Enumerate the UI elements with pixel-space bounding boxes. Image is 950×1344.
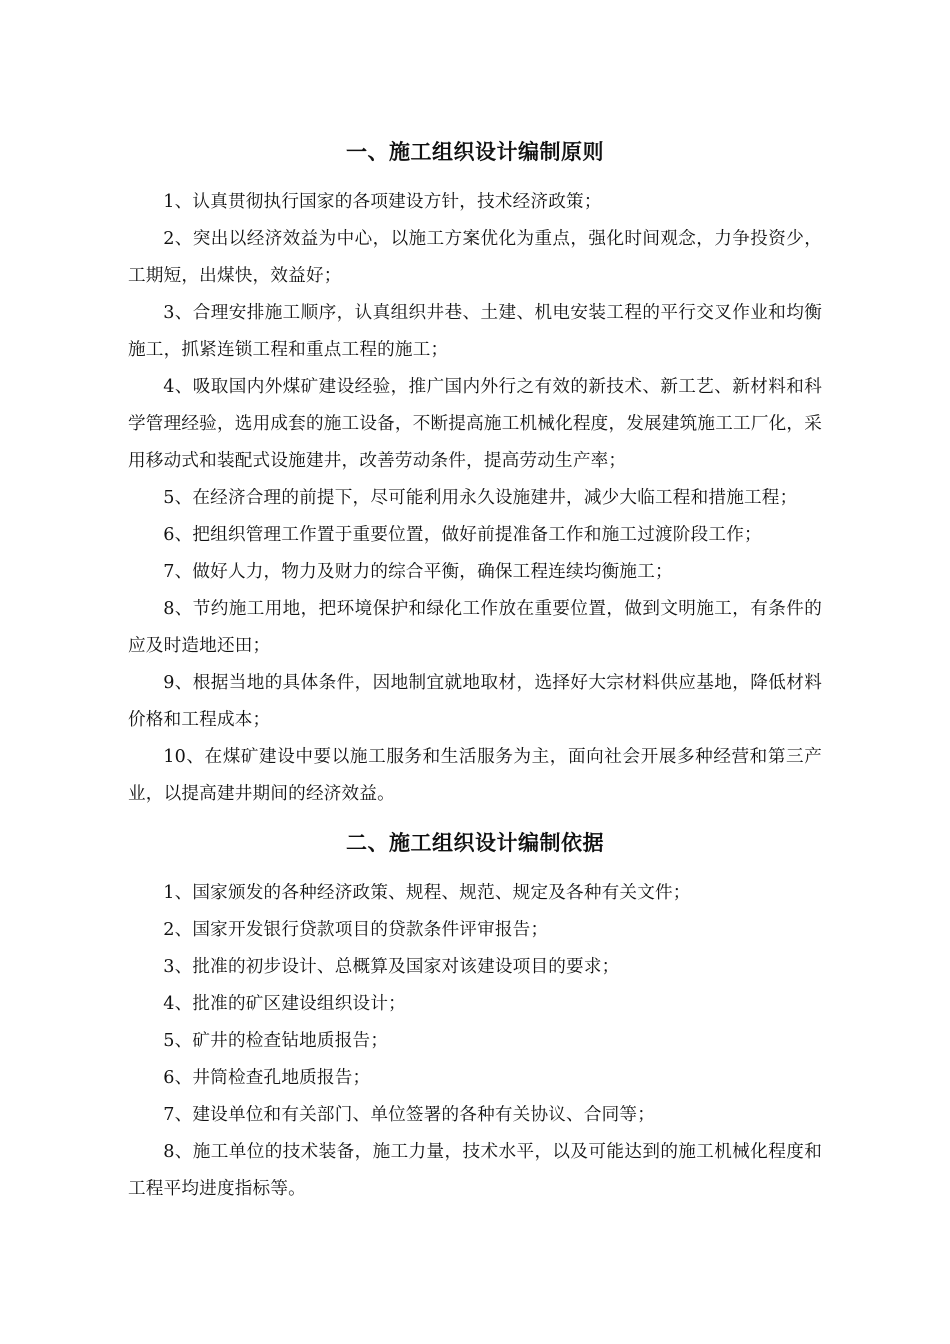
section-heading: 一、施工组织设计编制原则	[346, 140, 604, 164]
paragraph: 3、批准的初步设计、总概算及国家对该建设项目的要求；	[163, 957, 620, 977]
paragraph: 7、做好人力，物力及财力的综合平衡，确保工程连续均衡施工；	[163, 562, 673, 582]
paragraph: 4、吸取国内外煤矿建设经验，推广国内外行之有效的新技术、新工艺、新材料和科学管理经验，选用成套的施工设备，不断提高施工机械化程度，发展建筑施工工厂化，采用移动式和装配式设施建井，改善劳动条件，提高劳动生产率；	[128, 377, 822, 471]
section-heading: 二、施工组织设计编制依据	[346, 831, 604, 855]
paragraph: 6、把组织管理工作置于重要位置，做好前提准备工作和施工过渡阶段工作；	[163, 525, 762, 545]
paragraph: 2、突出以经济效益为中心，以施工方案优化为重点，强化时间观念，力争投资少，工期短，出煤快，效益好；	[128, 229, 822, 286]
paragraph: 8、施工单位的技术装备，施工力量，技术水平，以及可能达到的施工机械化程度和工程平均进度指标等。	[128, 1142, 822, 1199]
paragraph: 3、合理安排施工顺序，认真组织井巷、土建、机电安装工程的平行交叉作业和均衡施工，抓紧连锁工程和重点工程的施工；	[128, 303, 822, 360]
paragraph: 5、在经济合理的前提下，尽可能利用永久设施建井，减少大临工程和措施工程；	[163, 488, 798, 508]
paragraph: 4、批准的矿区建设组织设计；	[163, 994, 406, 1014]
paragraph: 8、节约施工用地，把环境保护和绿化工作放在重要位置，做到文明施工，有条件的应及时造地还田；	[128, 599, 822, 656]
paragraph-list	[128, 184, 822, 813]
paragraph: 1、认真贯彻执行国家的各项建设方针，技术经济政策；	[163, 192, 602, 212]
paragraph: 7、建设单位和有关部门、单位签署的各种有关协议、合同等；	[163, 1105, 656, 1125]
paragraph: 9、根据当地的具体条件，因地制宜就地取材，选择好大宗材料供应基地，降低材料价格和工程成本；	[128, 673, 822, 730]
paragraph: 1、国家颁发的各种经济政策、规程、规范、规定及各种有关文件；	[163, 883, 691, 903]
paragraph: 2、国家开发银行贷款项目的贷款条件评审报告；	[163, 920, 549, 940]
paragraph: 6、井筒检查孔地质报告；	[163, 1068, 371, 1088]
section-basis	[128, 827, 822, 1208]
paragraph: 10、在煤矿建设中要以施工服务和生活服务为主，面向社会开展多种经营和第三产业，以提高建井期间的经济效益。	[128, 747, 822, 804]
paragraph-list	[128, 875, 822, 1208]
section-principles	[128, 136, 822, 813]
paragraph: 5、矿井的检查钻地质报告；	[163, 1031, 389, 1051]
